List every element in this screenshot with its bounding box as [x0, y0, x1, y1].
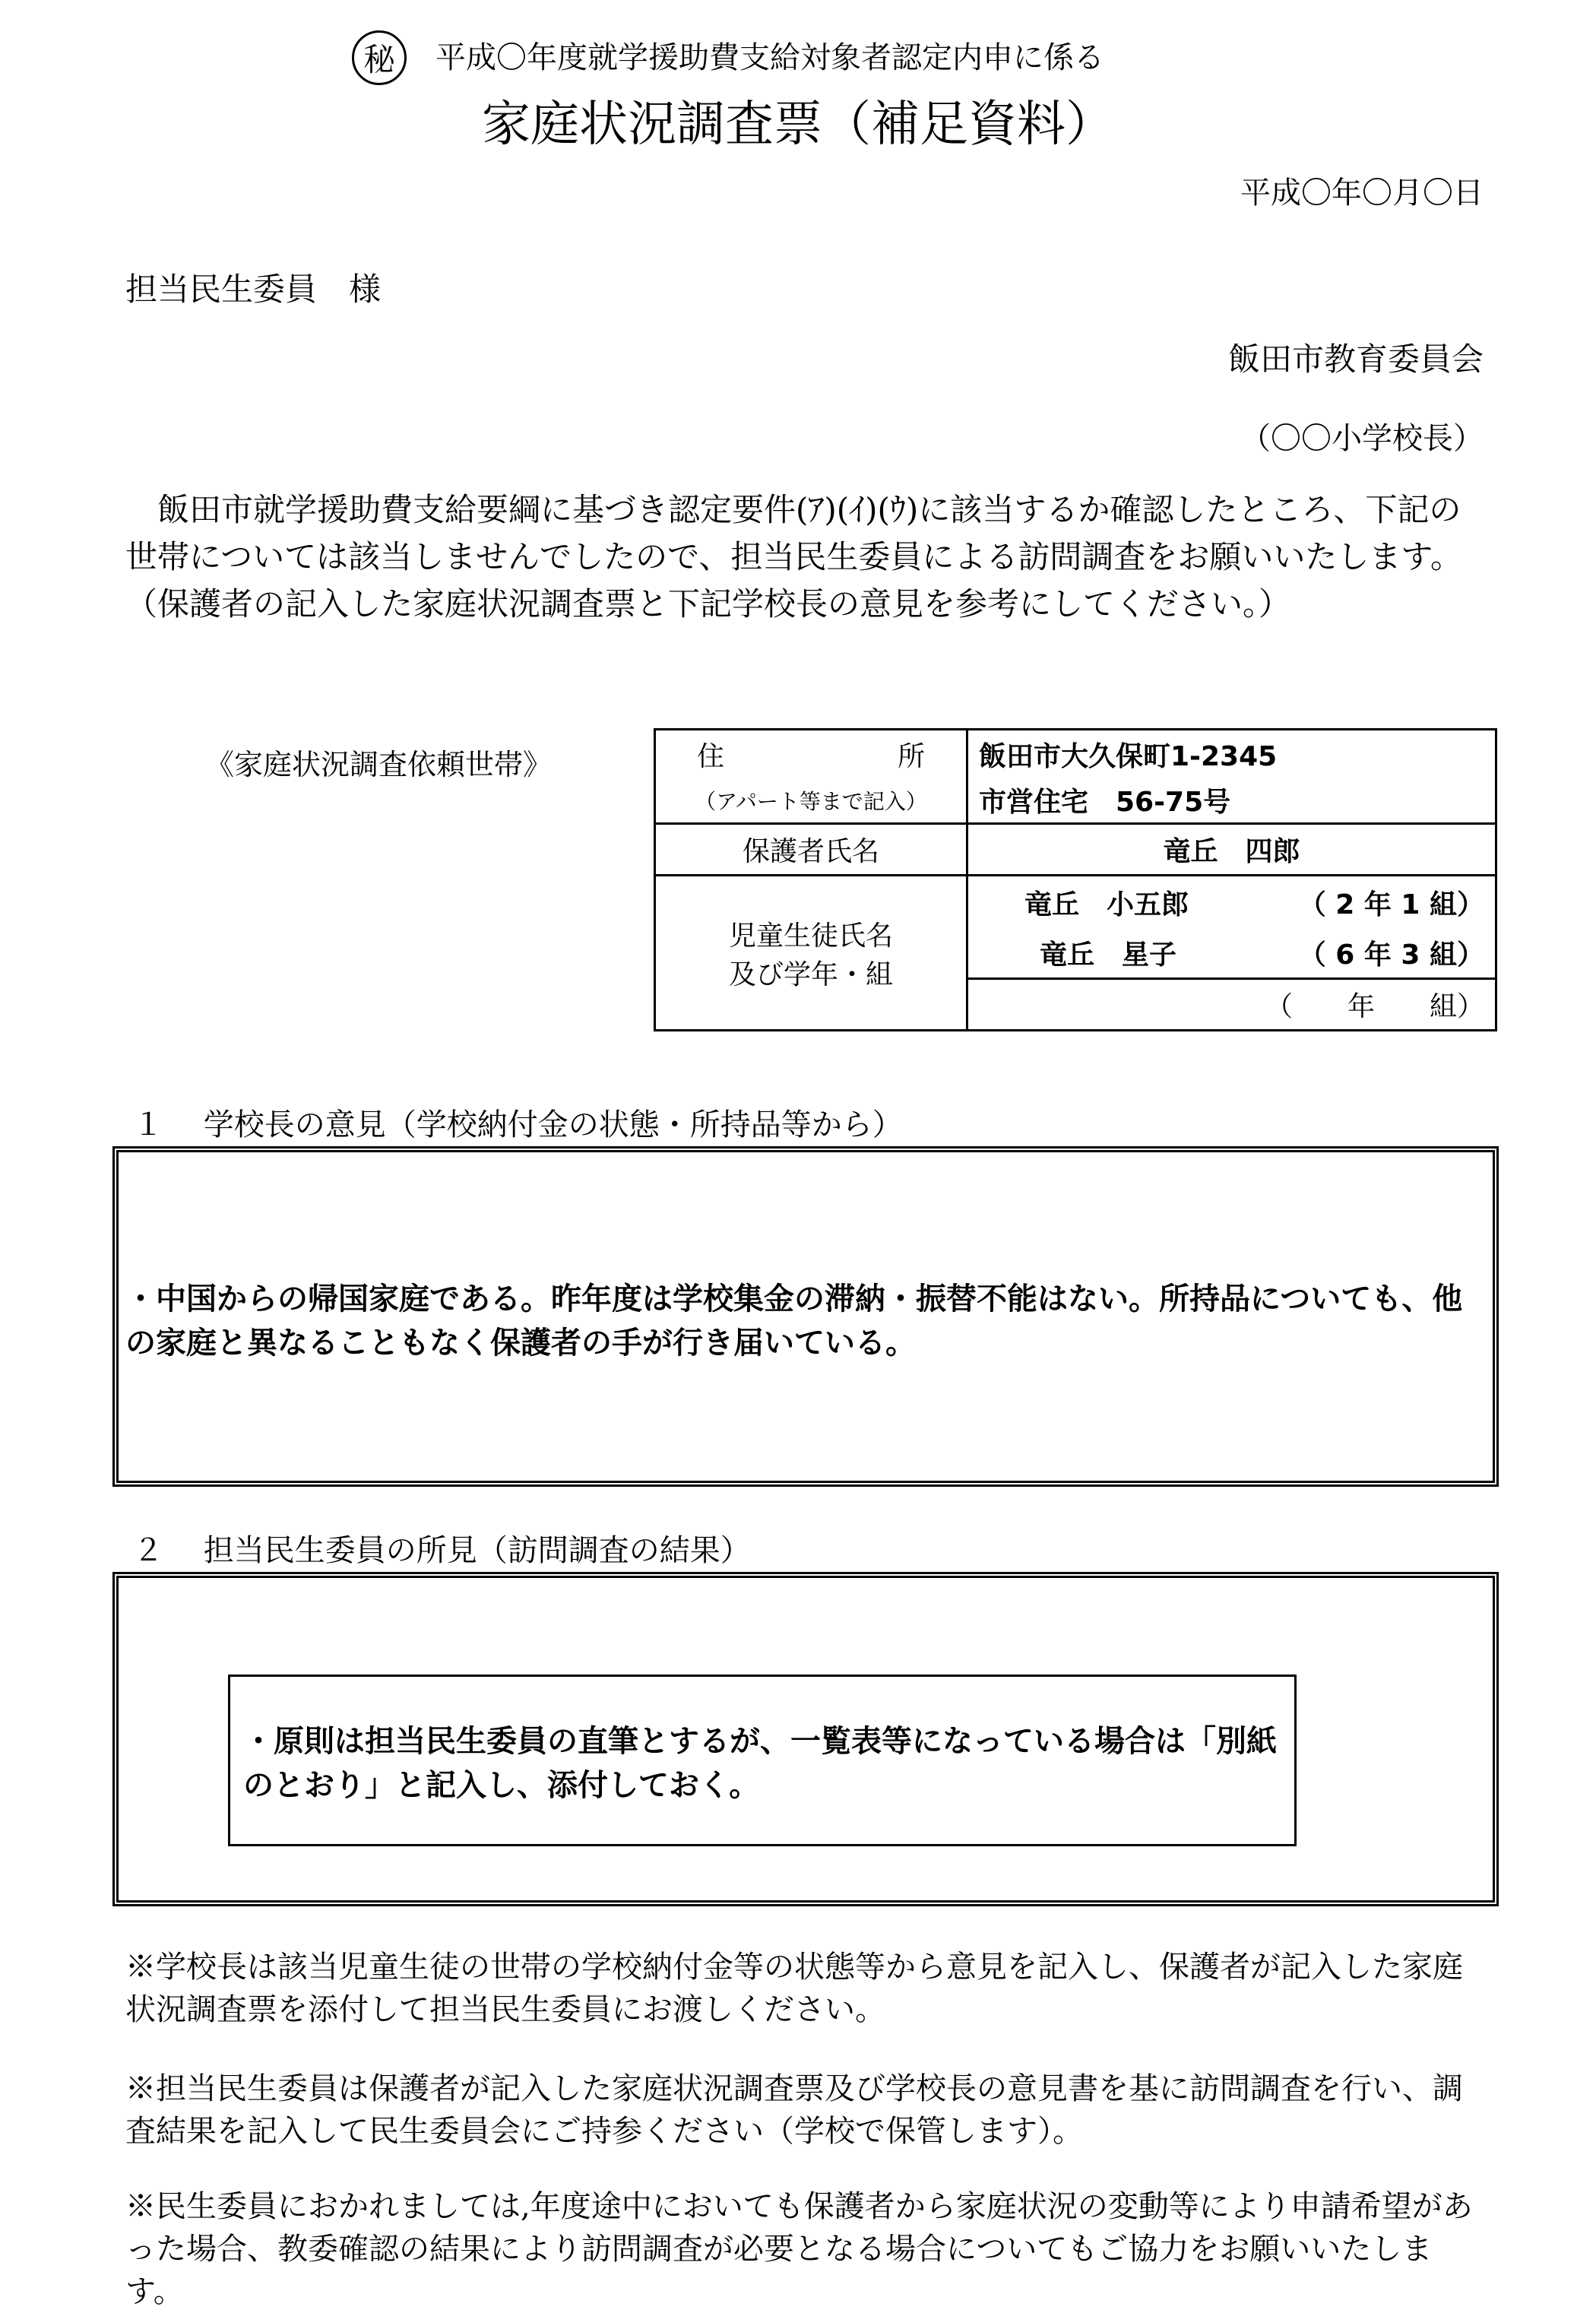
household-info-table	[654, 728, 1497, 1031]
guardian-name: 竜丘 四郎	[967, 824, 1496, 876]
document-title: 家庭状況調査票（補足資料）	[482, 97, 1114, 153]
principal-opinion: ・中国からの帰国家庭である。昨年度は学校集金の滞納・振替不能はない。所持品についても、他の家庭と異なることもなく保護者の手が行き届いている。	[125, 1282, 1463, 1361]
address-note-cell	[655, 778, 967, 824]
guardian-label: 保護者氏名	[655, 824, 967, 876]
section2-title: ２ 担当民生委員の所見（訪問調査の結果）	[133, 1533, 751, 1568]
request-household-label: 《家庭状況調査依頼世帯》	[205, 748, 553, 781]
confidential-mark: 秘	[352, 30, 407, 85]
intro-paragraph: 飯田市就学援助費支給要綱に基づき認定要件(ｱ)(ｲ)(ｳ)に該当するか確認したところ、下記の世帯については該当しませんでしたので、担当民生委員による訪問調査をお願いいたします。（保護者の記入した家庭状況調査票と下記学校長の意見を参考にしてください。）	[125, 491, 1462, 623]
addressee: 担当民生委員 様	[125, 271, 382, 308]
document-subtitle: 平成〇年度就学援助費支給対象者認定内申に係る	[435, 40, 1104, 75]
document-date: 平成〇年〇月〇日	[1240, 176, 1484, 211]
child-2-name: 竜丘 星子	[1040, 939, 1177, 971]
child-2-grade: （ 6 年 3 組）	[1298, 939, 1484, 971]
address-note: （アパート等まで記入）	[695, 788, 927, 814]
child-1-grade: （ 2 年 1 組）	[1298, 889, 1484, 920]
issuer: 飯田市教育委員会	[1227, 341, 1484, 378]
address-line2: 市営住宅 56-75号	[967, 778, 1496, 824]
child-3-grade: （ 年 組）	[1265, 991, 1484, 1022]
address-line1: 飯田市大久保町1-2345	[967, 730, 1496, 778]
child-row-3	[967, 979, 1496, 1031]
school-principal: （〇〇小学校長）	[1240, 421, 1484, 456]
child-1-name: 竜丘 小五郎	[1024, 889, 1189, 920]
address-label-2: 所	[897, 740, 925, 772]
child-row-1	[967, 876, 1496, 929]
address-label-cell	[655, 730, 967, 778]
children-label-1: 児童生徒氏名	[728, 920, 893, 952]
children-label-cell	[655, 876, 967, 1031]
children-label-2: 及び学年・組	[728, 958, 893, 990]
note-2: ※担当民生委員は保護者が記入した家庭状況調査票及び学校長の意見書を基に訪問調査を行い、調査結果を記入して民生委員会にご持参ください（学校で保管します）。	[125, 2071, 1463, 2149]
note-3: ※民生委員におかれましては,年度途中においても保護者から家庭状況の変動等により申請希望があった場合、教委確認の結果により訪問調査が必要となる場合についてもご協力をお願いいたします。	[125, 2189, 1473, 2309]
header-row	[352, 27, 1104, 88]
section1-title: １ 学校長の意見（学校納付金の状態・所持品等から）	[133, 1107, 903, 1142]
address-label-1: 住	[697, 740, 725, 772]
commissioner-note: ・原則は担当民生委員の直筆とするが、一覧表等になっている場合は「別紙のとおり」と記入し、添付しておく。	[243, 1724, 1277, 1803]
note-1: ※学校長は該当児童生徒の世帯の学校納付金等の状態等から意見を記入し、保護者が記入した家庭状況調査票を添付して担当民生委員にお渡しください。	[125, 1950, 1463, 2027]
child-row-2	[967, 929, 1496, 979]
